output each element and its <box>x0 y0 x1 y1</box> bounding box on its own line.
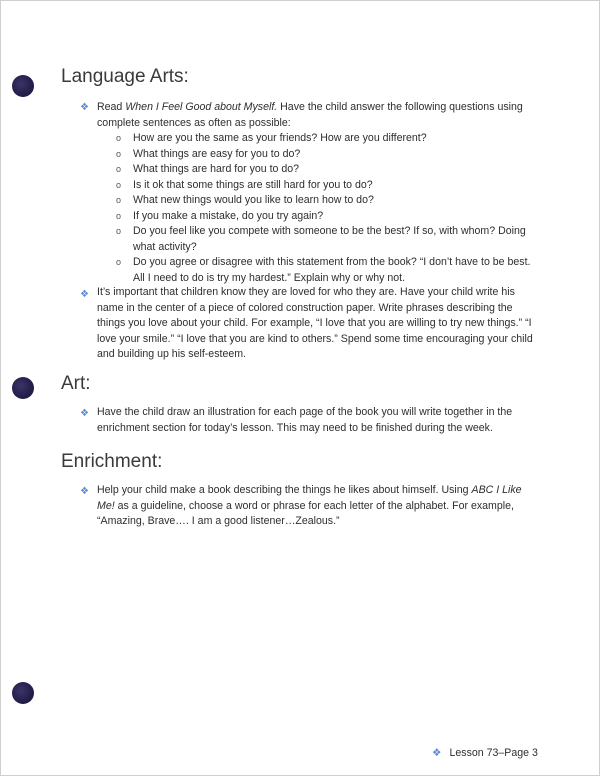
book-title: ABC I Like Me! <box>97 484 522 512</box>
circle-bullet-icon: o <box>116 164 122 174</box>
question-item: o What things are easy for you to do? <box>116 147 536 163</box>
page-footer <box>432 747 538 759</box>
diamond-bullet-icon: ❖ <box>80 289 89 300</box>
binder-hole-top <box>12 75 34 97</box>
diamond-bullet-icon: ❖ <box>432 747 442 759</box>
section-title-enrichment: Enrichment: <box>61 451 163 472</box>
language-arts-bullet-2: It’s important that children know they are loved for who they are. Have your child write his name in the center of a piece of colored construction paper. Write phrases describing the things you love about your child. For example, “I love that you are willing to try new things.” “I love your smile.” “I love that you are kind to others.” Spend some time encouraging your child and building up his self-esteem. <box>97 286 533 360</box>
diamond-bullet-icon: ❖ <box>80 102 89 113</box>
footer-label: Lesson 73–Page 3 <box>449 747 538 759</box>
question-item: o What things are hard for you to do? <box>116 162 536 178</box>
question-item: o Do you feel like you compete with someone to be the best? If so, with whom? Doing what activity? <box>116 225 526 253</box>
circle-bullet-icon: o <box>116 226 122 236</box>
bullet-text-post: as a guideline, choose a word or phrase for each letter of the alphabet. For example, “Amazing, Brave…. I am a good listener…Zealous.” <box>97 499 514 527</box>
circle-bullet-icon: o <box>116 133 122 143</box>
question-item: o What new things would you like to learn how to do? <box>116 193 536 209</box>
book-title: When I Feel Good about Myself. <box>125 101 278 113</box>
question-item: o Do you agree or disagree with this statement from the book? “I don’t have to be best. All I need to do is try my hardest.” Explain why or why not. <box>116 256 531 284</box>
language-arts-bullet-1 <box>97 100 537 131</box>
circle-bullet-icon: o <box>116 179 122 190</box>
bullet-text-post: Have the child answer the following questions using complete sentences as often as possible: <box>97 101 523 129</box>
bullet-text-pre: Help your child make a book describing the things he likes about himself. Using <box>97 484 472 496</box>
enrichment-bullet-1 <box>97 483 537 530</box>
binder-hole-middle <box>12 377 34 399</box>
question-item: o Is it ok that some things are still hard for you to do? <box>116 178 536 194</box>
circle-bullet-icon: o <box>116 257 122 267</box>
diamond-bullet-icon: ❖ <box>80 486 89 497</box>
question-item: o If you make a mistake, do you try again? <box>116 209 536 225</box>
section-title-language-arts: Language Arts: <box>61 66 189 87</box>
section-title-art: Art: <box>61 373 91 394</box>
question-item: o How are you the same as your friends? How are you different? <box>116 131 536 147</box>
question-list <box>116 131 536 286</box>
circle-bullet-icon: o <box>116 148 122 159</box>
art-bullet-1: Have the child draw an illustration for each page of the book you will write together in the enrichment section for today’s lesson. This may need to be finished during the week. <box>97 406 513 434</box>
circle-bullet-icon: o <box>116 195 122 205</box>
circle-bullet-icon: o <box>116 210 122 221</box>
diamond-bullet-icon: ❖ <box>80 408 89 419</box>
binder-hole-bottom <box>12 682 34 704</box>
bullet-text-pre: Read <box>97 101 126 113</box>
